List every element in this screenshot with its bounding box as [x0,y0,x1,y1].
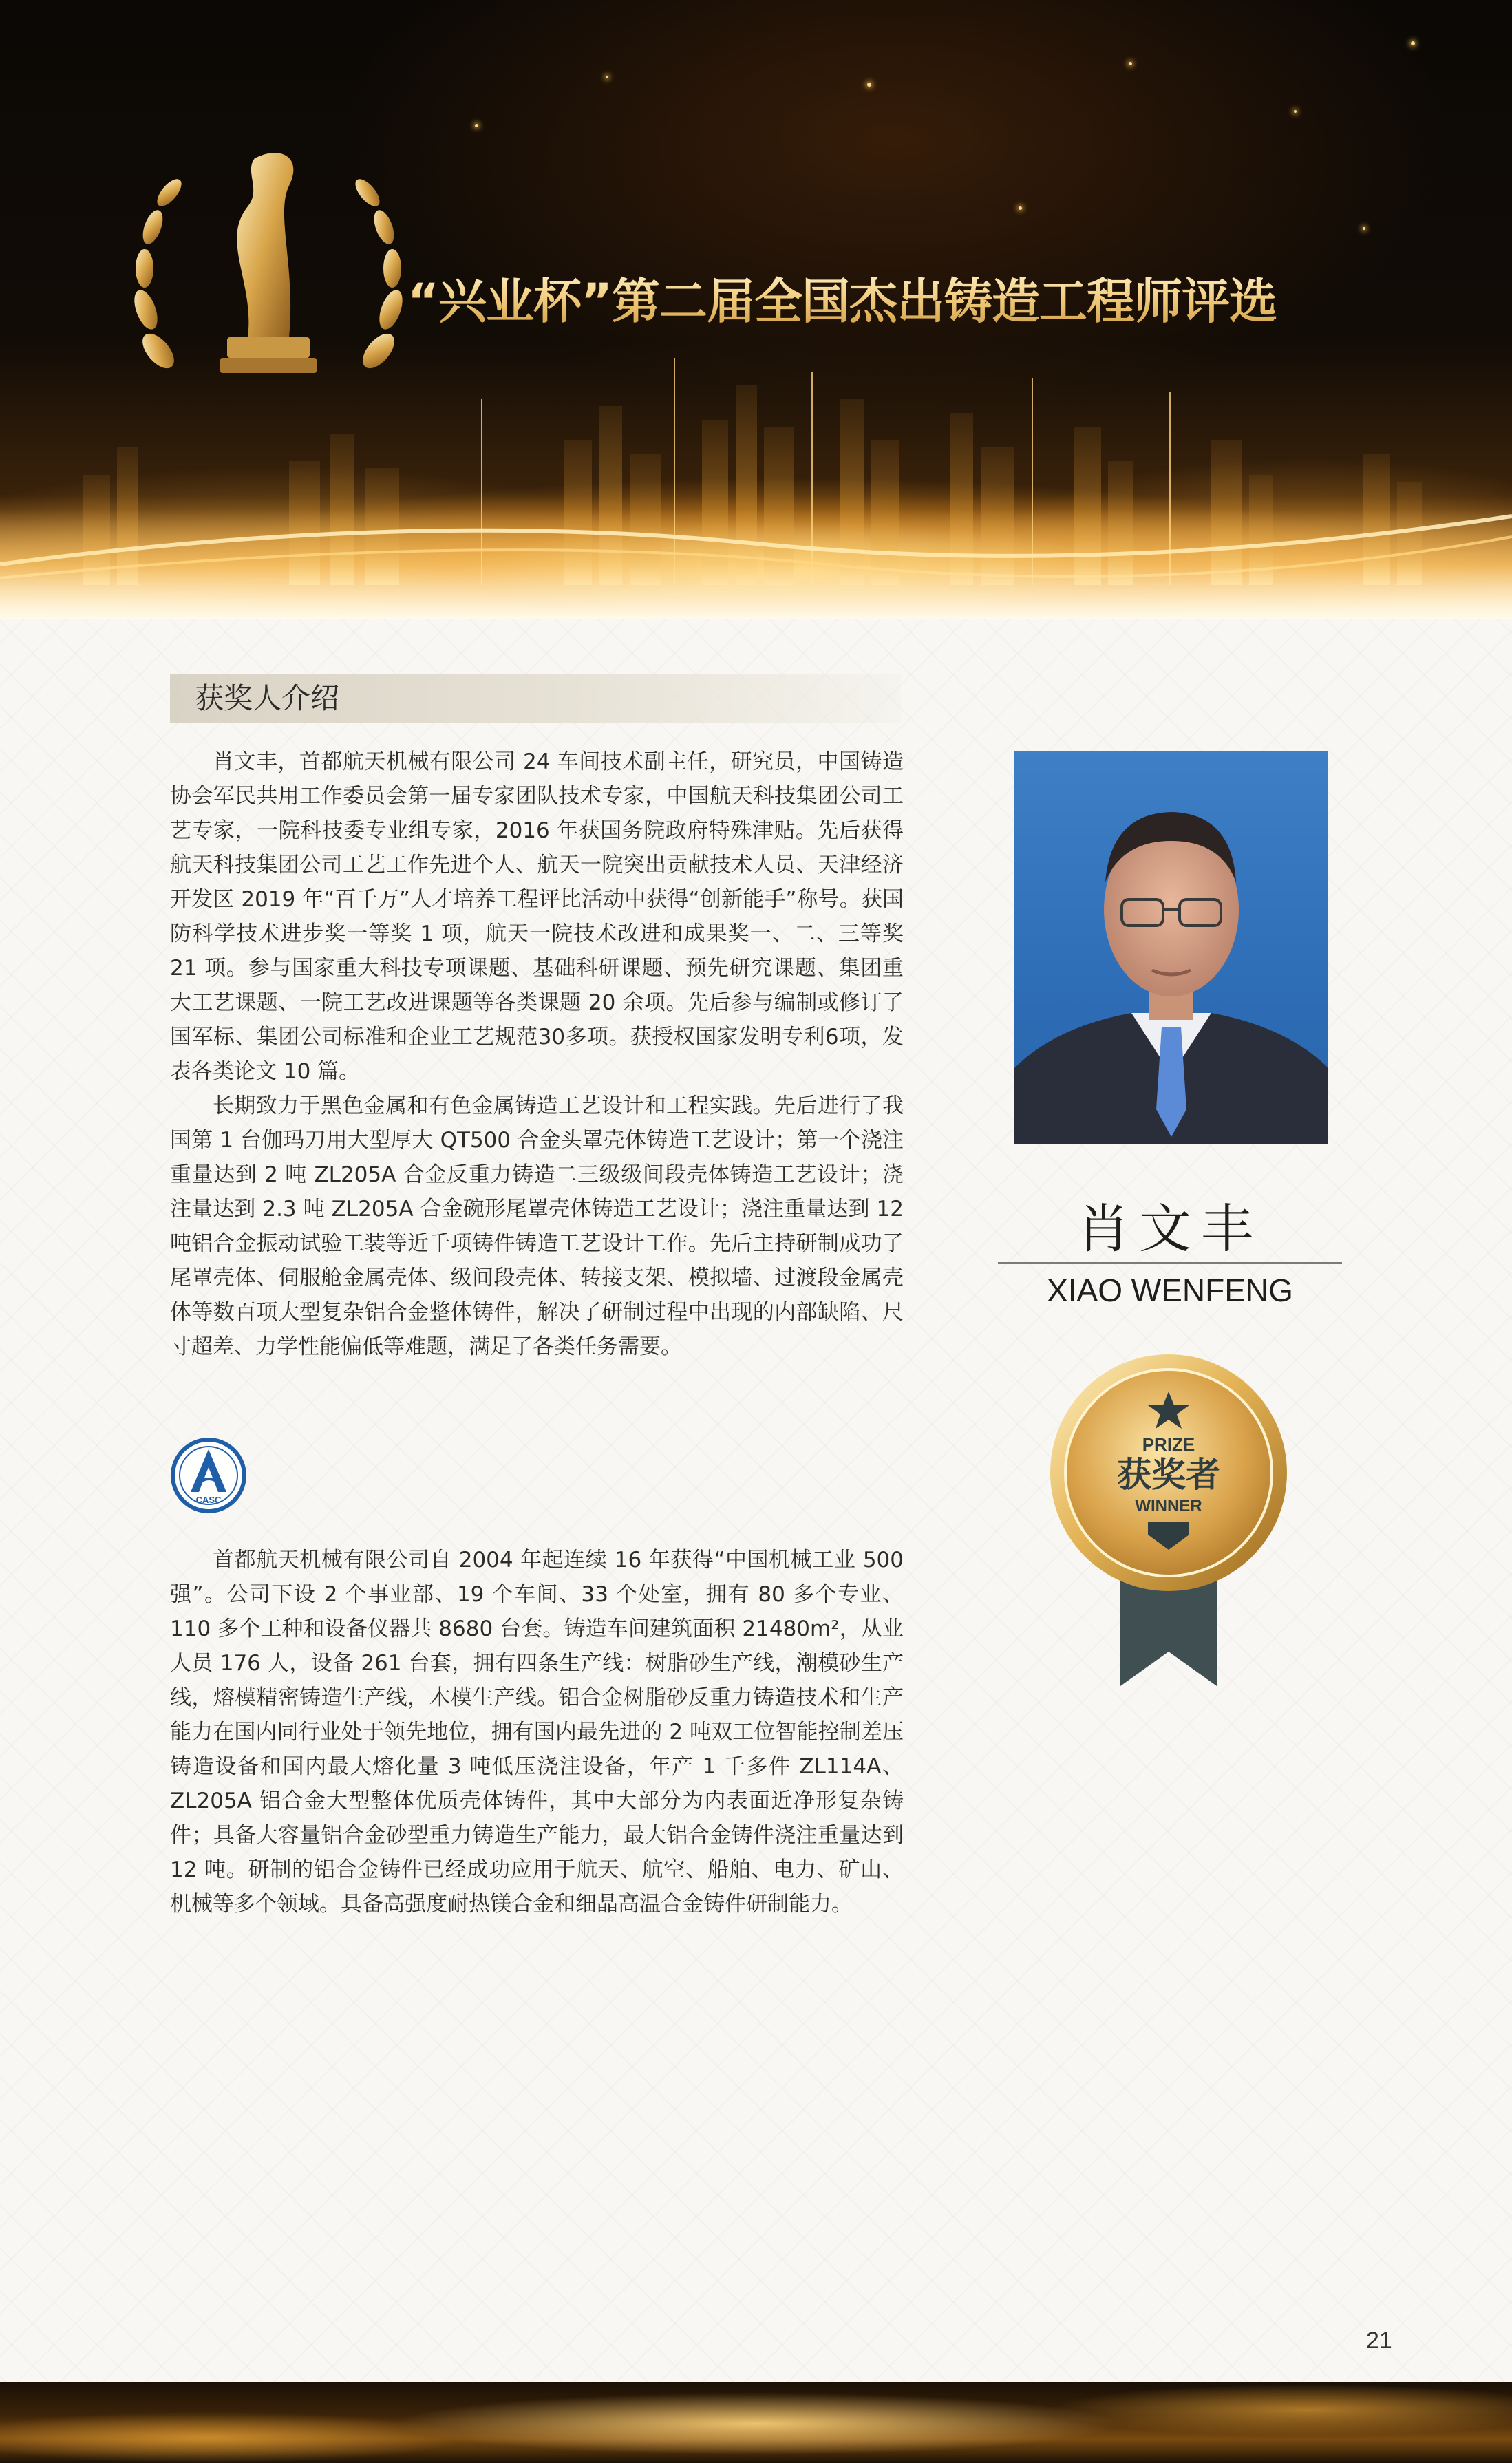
section-heading [170,674,901,723]
header-banner [0,0,1512,619]
bio-paragraph-1 [170,745,904,1089]
section-heading-label: 获奖人介绍 [195,681,340,715]
awardee-name-cn: 肖文丰 [1077,1198,1263,1259]
awardee-photo [1014,751,1328,1144]
footer-band [0,2382,1512,2463]
company-paragraph [170,1543,904,1921]
company-text: 首都航天机械有限公司自 2004 年起连续 16 年获得“中国机械工业 500 强”。公司下设 2 个事业部、19 个车间、33 个处室，拥有 80 多个专业、110 多个工种和设备仪器共 8680 台套。铸造车间建筑面积 21480m²，从业人员 176 人，设备 261 台套，拥有四条生产线：树脂砂生产线，潮模砂生产线，熔模精密铸造生产线，木模生产线。铝合金树脂砂反重力铸造技术和生产能力在国内同行业处于领先地位，拥有国内最先进的 2 吨双工位智能控制差压铸造设备和国内最大熔化量 3 吨低压浇注设备，年产 1 千多件 ZL114A、ZL205A 铝合金大型整体优质壳体铸件，其中大部分为内表面近净形复杂铸件；具备大容量铝合金砂型重力铸造生产能力，最大铝合金铸件浇注重量达到 12 吨。研制的铝合金铸件已经成功应用于航天、航空、船舶、电力、矿山、机械等多个领域。具备高强度耐热镁合金和细晶高温合金铸件研制能力。 [170,1548,904,1917]
casc-logo-text: CASC [195,1495,222,1505]
medal-winner-text: WINNER [1135,1497,1202,1515]
medal-prize-text: PRIZE [1142,1434,1195,1455]
page-number: 21 [1366,2327,1392,2354]
bio-paragraph-2 [170,1089,904,1364]
casc-logo-icon [170,1437,247,1514]
portrait-illustration [1014,751,1328,1144]
winner-medal-badge [1045,1349,1292,1693]
awardee-name-en: XIAO WENFENG [1047,1272,1293,1308]
name-divider [998,1262,1342,1264]
medal-main-text: 获奖者 [1117,1455,1220,1495]
bio-text-1: 肖文丰，首都航天机械有限公司 24 车间技术副主任，研究员，中国铸造协会军民共用工作委员会第一届专家团队技术专家，中国航天科技集团公司工艺专家，一院科技委专业组专家，2016 年获国务院政府特殊津贴。先后获得航天科技集团公司工艺工作先进个人、航天一院突出贡献技术人员、天津经济开发区 2019 年“百千万”人才培养工程评比活动中获得“创新能手”称号。获国防科学技术进步奖一等奖 1 项，航天一院技术改进和成果奖一、二、三等奖 21 项。参与国家重大科技专项课题、基础科研课题、预先研究课题、集团重大工艺课题、一院工艺改进课题等各类课题 20 余项。先后参与编制或修订了国军标、集团公司标准和企业工艺规范30多项。获授权国家发明专利6项，发表各类论文 10 篇。 [170,749,904,1084]
bio-text-2: 长期致力于黑色金属和有色金属铸造工艺设计和工程实践。先后进行了我国第 1 台伽玛刀用大型厚大 QT500 合金头罩壳体铸造工艺设计；第一个浇注重量达到 2 吨 ZL205A 合金反重力铸造二三级级间段壳体铸造工艺设计；浇注量达到 2.3 吨 ZL205A 合金碗形尾罩壳体铸造工艺设计；浇注重量达到 12 吨铝合金振动试验工装等近千项铸件铸造工艺设计工作。先后主持研制成功了尾罩壳体、伺服舱金属壳体、级间段壳体、转接支架、模拟墙、过渡段金属壳体等数百项大型复杂铝合金整体铸件，解决了研制过程中出现的内部缺陷、尺寸超差、力学性能偏低等难题，满足了各类任务需要。 [170,1094,904,1359]
trophy-laurel-icon [117,131,420,420]
header-glow [0,509,1512,619]
banner-title: “兴业杯”第二届全国杰出铸造工程师评选 [407,267,1371,336]
